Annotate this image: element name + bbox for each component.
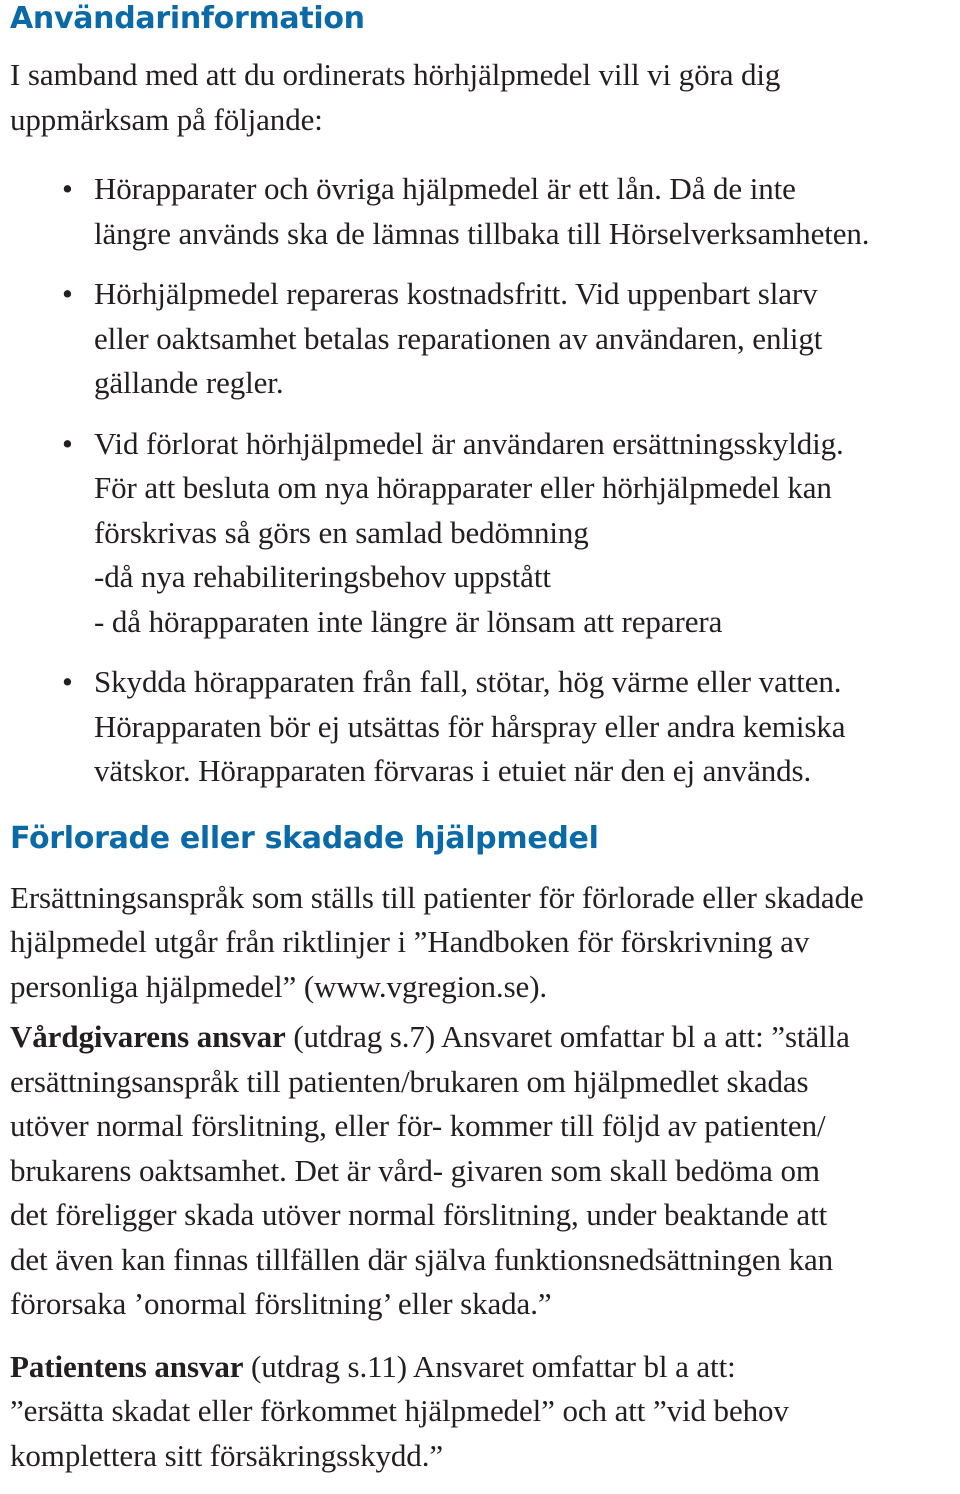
section-heading-lost-damaged: Förlorade eller skadade hjälpmedel <box>10 820 599 856</box>
bullet-line: Skydda hörapparaten från fall, stötar, hög värme eller vatten. <box>94 664 842 699</box>
paragraph-line: brukarens oaktsamhet. Det är vård- givaren som skall bedöma om <box>10 1152 820 1188</box>
document-page <box>10 0 958 1478</box>
bullet-line: -då nya rehabiliteringsbehov uppstått <box>94 559 551 594</box>
bullet-item <box>10 272 958 406</box>
intro-line: I samband med att du ordinerats hörhjälpmedel vill vi göra dig <box>10 57 781 92</box>
bullet-line: vätskor. Hörapparaten förvaras i etuiet när den ej används. <box>94 753 812 788</box>
care-provider-lead: Vårdgivarens ansvar <box>10 1019 286 1054</box>
care-provider-paragraph <box>10 1015 958 1327</box>
paragraph-line: det även kan finnas tillfällen där själva funktionsnedsättningen kan <box>10 1241 834 1277</box>
bullet-line: För att besluta om nya hörapparater eller hörhjälpmedel kan <box>94 470 832 505</box>
section-heading-user-info: Användarinformation <box>10 1 365 36</box>
intro-line: uppmärksam på följande: <box>10 101 323 137</box>
paragraph-line: ersättningsanspråk till patienten/brukaren om hjälpmedlet skadas <box>10 1063 809 1099</box>
bullet-item <box>10 167 958 256</box>
bullet-line: Vid förlorat hörhjälpmedel är användaren ersättningsskyldig. <box>94 425 844 461</box>
bullet-marker: • <box>62 276 73 311</box>
intro-paragraph <box>10 53 958 142</box>
compensation-paragraph <box>10 876 958 1010</box>
bullet-marker: • <box>62 425 73 461</box>
paragraph-line: utöver normal förslitning, eller för- kommer till följd av patienten/ <box>10 1108 826 1143</box>
bullet-line: förskrivas så görs en samlad bedömning <box>94 514 589 550</box>
bullet-line: Hörapparater och övriga hjälpmedel är ett lån. Då de inte <box>94 171 796 206</box>
paragraph-line: komplettera sitt försäkringsskydd.” <box>10 1437 443 1473</box>
paragraph-line: personliga hjälpmedel” (www.vgregion.se). <box>10 968 548 1004</box>
paragraph-line: hjälpmedel utgår från riktlinjer i ”Handboken för förskrivning av <box>10 924 810 959</box>
patient-lead: Patientens ansvar <box>10 1348 244 1384</box>
paragraph-line: (utdrag s.7) Ansvaret omfattar bl a att: ”ställa <box>285 1019 850 1054</box>
paragraph-line: (utdrag s.11) Ansvaret omfattar bl a att: <box>243 1348 736 1384</box>
bullet-line: - då hörapparaten inte längre är lönsam att reparera <box>94 603 723 639</box>
bullet-line: gällande regler. <box>94 365 284 400</box>
paragraph-line: ”ersätta skadat eller förkommet hjälpmedel” och att ”vid behov <box>10 1393 789 1428</box>
bullet-list <box>10 167 958 794</box>
bullet-marker: • <box>62 171 73 206</box>
paragraph-line: det föreligger skada utöver normal förslitning, under beaktande att <box>10 1197 828 1232</box>
bullet-line: Hörhjälpmedel repareras kostnadsfritt. Vid uppenbart slarv <box>94 276 818 311</box>
patient-paragraph <box>10 1345 958 1479</box>
bullet-line: eller oaktsamhet betalas reparationen av användaren, enligt <box>94 320 823 356</box>
paragraph-line: förorsaka ’onormal förslitning’ eller skada.” <box>10 1286 552 1321</box>
paragraph-line: Ersättningsanspråk som ställs till patienter för förlorade eller skadade <box>10 879 864 915</box>
bullet-line: Hörapparaten bör ej utsättas för hårspray eller andra kemiska <box>94 708 846 744</box>
bullet-item <box>10 422 958 645</box>
bullet-line: längre används ska de lämnas tillbaka till Hörselverksamheten. <box>94 215 870 251</box>
bullet-item <box>10 660 958 794</box>
bullet-marker: • <box>62 664 73 699</box>
